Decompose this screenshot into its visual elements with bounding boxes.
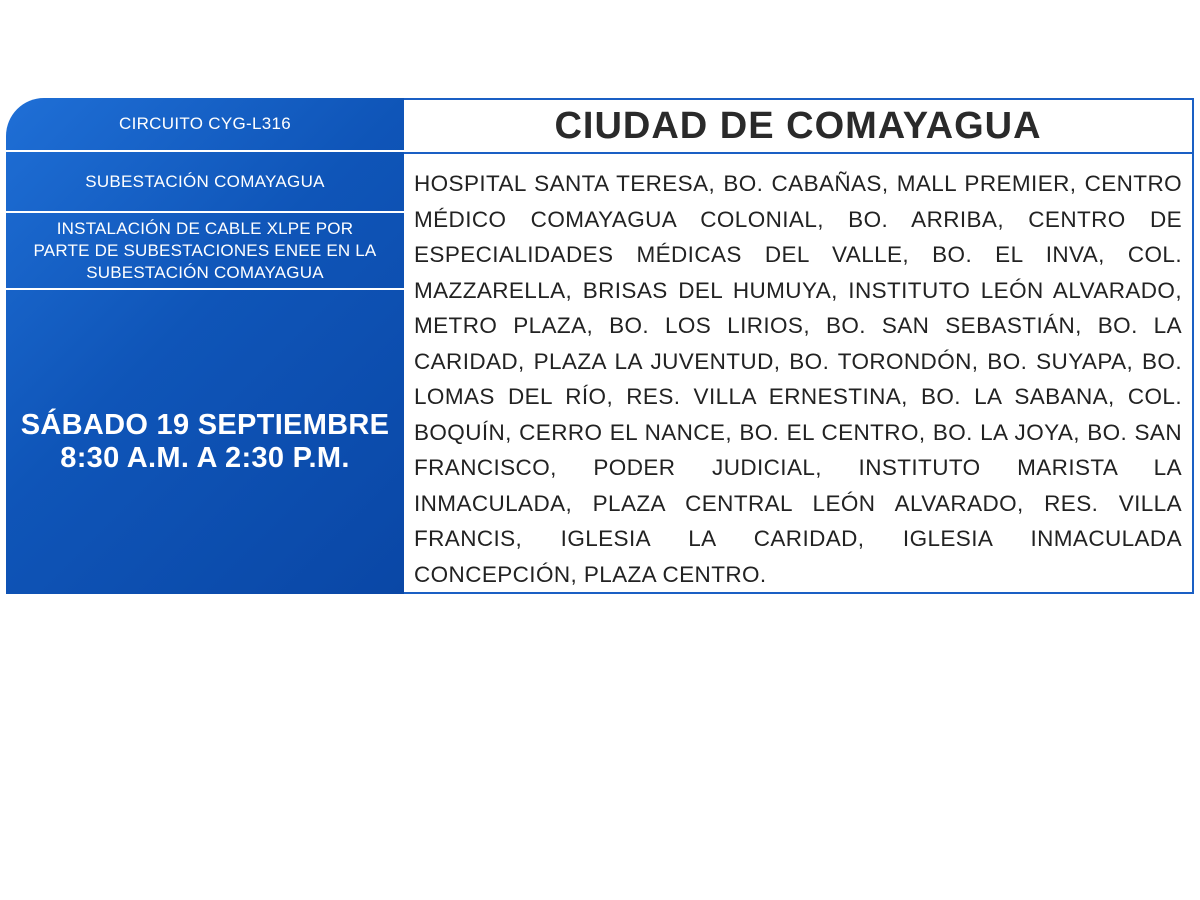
work-description-line: INSTALACIÓN DE CABLE XLPE POR [56, 218, 354, 238]
work-description [6, 213, 404, 290]
schedule-date: SÁBADO 19 SEPTIEMBRE [20, 409, 390, 441]
schedule [6, 290, 404, 594]
affected-areas-panel [404, 98, 1194, 594]
substation-label: SUBESTACIÓN COMAYAGUA [6, 152, 404, 213]
work-description-line: PARTE DE SUBESTACIONES ENEE EN LA [33, 240, 377, 260]
outage-notice [6, 98, 1194, 594]
work-description-line: SUBESTACIÓN COMAYAGUA [86, 262, 324, 282]
outage-info-panel [6, 98, 404, 594]
schedule-time: 8:30 A.M. A 2:30 P.M. [60, 442, 350, 474]
city-title: CIUDAD DE COMAYAGUA [404, 100, 1192, 154]
affected-areas-list: HOSPITAL SANTA TERESA, BO. CABAÑAS, MALL PREMIER, CENTRO MÉDICO COMAYAGUA COLONIAL, BO. ARRIBA, CENTRO DE ESPECIALIDADES MÉDICAS DEL VALLE, BO. EL INVA, COL. MAZZARELLA, BRISAS DEL HUMUYA, INSTITUTO LEÓN ALVARADO, METRO PLAZA, BO. LOS LIRIOS, BO. SAN SEBASTIÁN, BO. LA CARIDAD, PLAZA LA JUVENTUD, BO. TORONDÓN, BO. SUYAPA, BO. LOMAS DEL RÍO, RES. VILLA ERNESTINA, BO. LA SABANA, COL. BOQUÍN, CERRO EL NANCE, BO. EL CENTRO, BO. LA JOYA, BO. SAN FRANCISCO, PODER JUDICIAL, INSTITUTO MARISTA LA INMACULADA, PLAZA CENTRAL LEÓN ALVARADO, RES. VILLA FRANCIS, IGLESIA LA CARIDAD, IGLESIA INMACULADA CONCEPCIÓN, PLAZA CENTRO. [414, 171, 1182, 587]
circuit-label: CIRCUITO CYG-L316 [6, 98, 404, 152]
